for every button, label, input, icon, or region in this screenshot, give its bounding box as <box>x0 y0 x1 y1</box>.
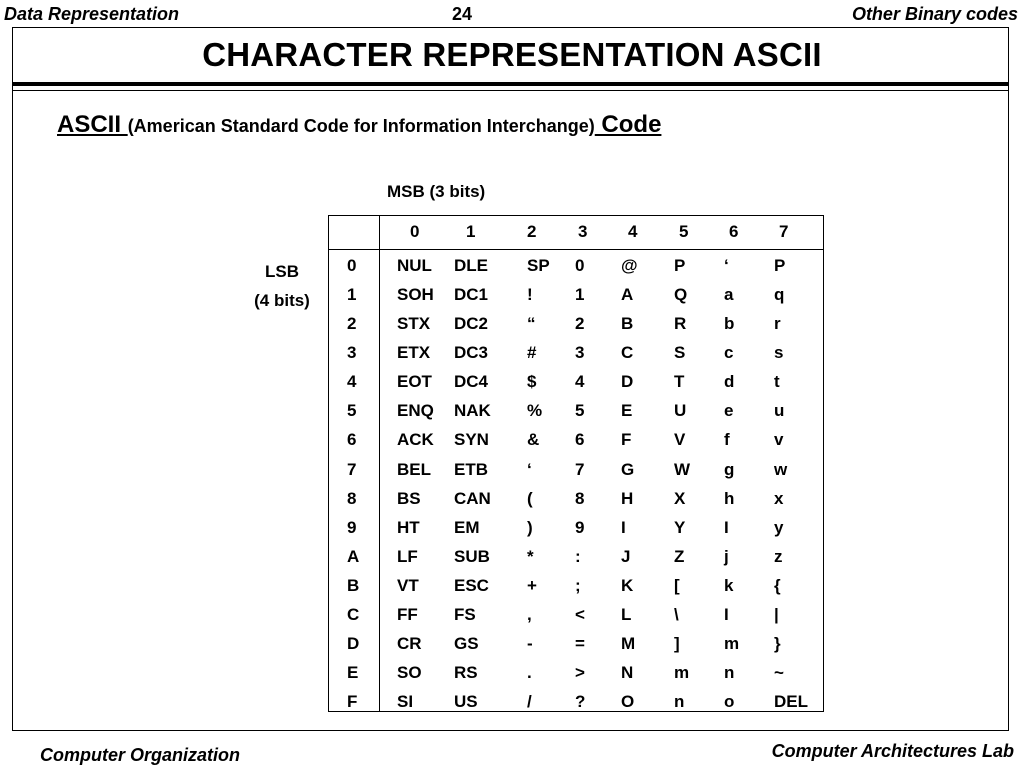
table-cell: VT <box>397 576 419 595</box>
table-cell: W <box>674 460 691 479</box>
table-cell: C <box>621 343 634 362</box>
row-label: F <box>347 692 358 711</box>
column-header: 0 <box>410 222 420 241</box>
table-cell: o <box>724 692 735 711</box>
table-cell: E <box>621 401 633 420</box>
table-cell: DC1 <box>454 285 489 304</box>
row-label: A <box>347 547 360 566</box>
table-cell: ‘ <box>724 256 729 275</box>
table-cell: I <box>724 518 729 537</box>
table-cell: BEL <box>397 460 431 479</box>
table-cell: 8 <box>575 489 585 508</box>
table-cell: A <box>621 285 634 304</box>
table-cell: D <box>621 372 634 391</box>
table-cell: SYN <box>454 430 489 449</box>
table-cell: x <box>774 489 784 508</box>
subtitle-code: Code <box>594 111 662 138</box>
header-section-title: Data Representation <box>4 4 180 24</box>
column-header: 4 <box>628 222 638 241</box>
table-cell: y <box>774 518 784 537</box>
table-cell: 1 <box>575 285 585 304</box>
table-cell: X <box>674 489 686 508</box>
row-label: B <box>347 576 360 595</box>
table-cell: s <box>774 343 784 362</box>
column-header: 5 <box>679 222 689 241</box>
column-header: 6 <box>729 222 739 241</box>
table-cell: = <box>575 634 585 653</box>
table-cell: H <box>621 489 634 508</box>
table-cell: f <box>724 430 730 449</box>
table-cell: \ <box>674 605 679 624</box>
table-cell: u <box>774 401 785 420</box>
column-header: 7 <box>779 222 789 241</box>
footer-lab: Computer Architectures Lab <box>771 741 1014 761</box>
row-label: 6 <box>347 430 357 449</box>
table-cell: F <box>621 430 632 449</box>
table-cell: { <box>774 576 781 595</box>
header-topic: Other Binary codes <box>851 4 1018 24</box>
table-cell: US <box>454 692 478 711</box>
table-cell: RS <box>454 663 478 682</box>
table-cell: z <box>774 547 783 566</box>
table-cell: & <box>527 430 540 449</box>
table-cell: DC2 <box>454 314 489 333</box>
table-cell: n <box>674 692 685 711</box>
row-label: 9 <box>347 518 357 537</box>
table-cell: ETX <box>397 343 431 362</box>
table-header-divider <box>328 249 824 250</box>
table-cell: SUB <box>454 547 490 566</box>
table-cell: ACK <box>397 430 434 449</box>
table-cell: * <box>527 547 534 566</box>
row-label: C <box>347 605 360 624</box>
slide-title: CHARACTER REPRESENTATION ASCII <box>202 36 822 73</box>
table-cell: CR <box>397 634 422 653</box>
table-cell: n <box>724 663 735 682</box>
table-cell: h <box>724 489 735 508</box>
table-cell: ; <box>575 576 581 595</box>
lsb-bits-label: (4 bits) <box>254 291 310 310</box>
table-cell: GS <box>454 634 479 653</box>
table-cell: P <box>774 256 786 275</box>
table-cell: FF <box>397 605 418 624</box>
table-cell: I <box>724 605 729 624</box>
table-cell: J <box>621 547 631 566</box>
table-cell: k <box>724 576 734 595</box>
table-cell: ESC <box>454 576 489 595</box>
table-cell: | <box>774 605 779 624</box>
row-label: D <box>347 634 360 653</box>
table-cell: I <box>621 518 626 537</box>
table-cell: Y <box>674 518 686 537</box>
table-cell: HT <box>397 518 420 537</box>
table-cell: < <box>575 605 585 624</box>
table-cell: 5 <box>575 401 585 420</box>
table-cell: m <box>724 634 740 653</box>
lsb-label: LSB <box>265 262 299 281</box>
table-cell: @ <box>621 256 638 275</box>
footer-course: Computer Organization <box>40 745 241 765</box>
table-cell: ) <box>527 518 533 537</box>
table-cell: % <box>527 401 543 420</box>
table-cell: K <box>621 576 634 595</box>
table-cell: c <box>724 343 734 362</box>
table-cell: SOH <box>397 285 434 304</box>
table-cell: EOT <box>397 372 432 391</box>
table-cell: S <box>674 343 686 362</box>
table-cell: # <box>527 343 537 362</box>
row-label: 2 <box>347 314 357 333</box>
table-cell: v <box>774 430 784 449</box>
table-cell: ‘ <box>527 460 532 479</box>
table-cell: “ <box>527 314 536 333</box>
table-cell: SP <box>527 256 550 275</box>
table-cell: 7 <box>575 460 585 479</box>
table-cell: . <box>527 663 532 682</box>
page-number: 24 <box>452 4 473 24</box>
table-cell: CAN <box>454 489 491 508</box>
title-divider-thin <box>12 90 1009 91</box>
subtitle-expansion: (American Standard Code for Information Interchange) <box>127 116 595 136</box>
table-cell: q <box>774 285 785 304</box>
table-cell: / <box>527 692 532 711</box>
table-cell: R <box>674 314 687 333</box>
subtitle <box>57 108 661 145</box>
column-header: 1 <box>466 222 476 241</box>
table-cell: b <box>724 314 735 333</box>
table-cell: ! <box>527 285 533 304</box>
table-cell: BS <box>397 489 421 508</box>
table-cell: 9 <box>575 518 585 537</box>
title-divider <box>12 82 1009 86</box>
table-cell: + <box>527 576 537 595</box>
table-cell: : <box>575 547 581 566</box>
table-cell: N <box>621 663 634 682</box>
row-label: 3 <box>347 343 357 362</box>
table-cell: [ <box>674 576 680 595</box>
table-cell: DEL <box>774 692 808 711</box>
table-cell: FS <box>454 605 476 624</box>
row-label: E <box>347 663 359 682</box>
msb-label: MSB (3 bits) <box>387 182 486 201</box>
table-cell: P <box>674 256 686 275</box>
table-cell: t <box>774 372 780 391</box>
table-cell: , <box>527 605 532 624</box>
table-cell: 0 <box>575 256 585 275</box>
row-label: 1 <box>347 285 357 304</box>
row-label: 7 <box>347 460 357 479</box>
table-cell: O <box>621 692 635 711</box>
table-cell: NUL <box>397 256 432 275</box>
column-header: 3 <box>578 222 588 241</box>
table-cell: ( <box>527 489 533 508</box>
row-label: 5 <box>347 401 357 420</box>
table-cell: DC3 <box>454 343 489 362</box>
table-cell: d <box>724 372 735 391</box>
table-cell: NAK <box>454 401 491 420</box>
table-cell: EM <box>454 518 480 537</box>
table-cell: B <box>621 314 634 333</box>
table-cell: g <box>724 460 735 479</box>
table-cell: > <box>575 663 585 682</box>
table-cell: SO <box>397 663 422 682</box>
table-cell: SI <box>397 692 414 711</box>
row-label: 0 <box>347 256 357 275</box>
table-cell: r <box>774 314 781 333</box>
table-cell: Q <box>674 285 688 304</box>
table-cell: T <box>674 372 685 391</box>
table-cell: ? <box>575 692 586 711</box>
table-cell: ETB <box>454 460 488 479</box>
table-cell: 6 <box>575 430 585 449</box>
table-cell: } <box>774 634 781 653</box>
table-cell: $ <box>527 372 537 391</box>
table-cell: ~ <box>774 663 784 682</box>
table-cell: 2 <box>575 314 585 333</box>
table-cell: LF <box>397 547 418 566</box>
table-cell: j <box>724 547 729 566</box>
table-cell: L <box>621 605 632 624</box>
table-cell: ] <box>674 634 680 653</box>
table-cell: Z <box>674 547 685 566</box>
table-row-label-divider <box>379 215 380 712</box>
table-cell: 4 <box>575 372 585 391</box>
table-cell: m <box>674 663 690 682</box>
column-header: 2 <box>527 222 537 241</box>
table-cell: ENQ <box>397 401 434 420</box>
table-cell: DLE <box>454 256 488 275</box>
table-cell: a <box>724 285 734 304</box>
subtitle-acronym: ASCII <box>57 111 128 138</box>
table-cell: G <box>621 460 635 479</box>
table-cell: e <box>724 401 734 420</box>
table-cell: - <box>527 634 533 653</box>
table-cell: w <box>774 460 788 479</box>
table-cell: M <box>621 634 636 653</box>
table-cell: DC4 <box>454 372 489 391</box>
table-cell: STX <box>397 314 431 333</box>
table-cell: U <box>674 401 687 420</box>
table-cell: V <box>674 430 686 449</box>
table-cell: 3 <box>575 343 585 362</box>
row-label: 8 <box>347 489 357 508</box>
row-label: 4 <box>347 372 357 391</box>
